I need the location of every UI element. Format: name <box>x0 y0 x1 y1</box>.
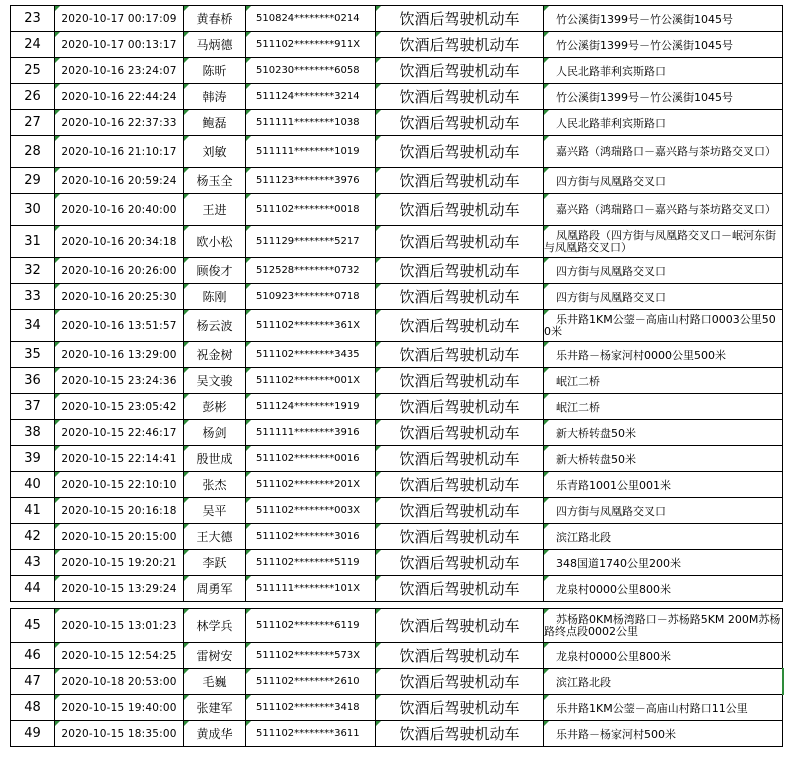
time-cell: 2020-10-15 20:15:00 <box>55 524 184 550</box>
row-number-cell: 25 <box>11 58 55 84</box>
violation-type-cell: 饮酒后驾驶机动车 <box>376 58 544 84</box>
name-cell: 马炳德 <box>184 32 246 58</box>
violation-type-cell: 饮酒后驾驶机动车 <box>376 32 544 58</box>
violation-type-cell: 饮酒后驾驶机动车 <box>376 110 544 136</box>
time-cell: 2020-10-16 13:29:00 <box>55 342 184 368</box>
name-cell: 王进 <box>184 194 246 226</box>
violation-type-cell: 饮酒后驾驶机动车 <box>376 394 544 420</box>
id-number-cell: 511124********1919 <box>246 394 376 420</box>
name-cell: 刘敏 <box>184 136 246 168</box>
location-cell: 乐井路－杨家河村500米 <box>544 721 783 747</box>
time-cell: 2020-10-16 20:25:30 <box>55 284 184 310</box>
table-row <box>11 32 783 58</box>
location-cell: 滨江路北段 <box>544 524 783 550</box>
time-cell: 2020-10-16 20:59:24 <box>55 168 184 194</box>
location-cell: 龙泉村0000公里800米 <box>544 643 783 669</box>
violation-type-cell: 饮酒后驾驶机动车 <box>376 695 544 721</box>
violation-type-cell: 饮酒后驾驶机动车 <box>376 643 544 669</box>
table-row <box>11 472 783 498</box>
violation-type-cell: 饮酒后驾驶机动车 <box>376 472 544 498</box>
table-row <box>11 258 783 284</box>
location-cell: 乐青路1001公里001米 <box>544 472 783 498</box>
table-row <box>11 609 783 643</box>
name-cell: 鲍磊 <box>184 110 246 136</box>
time-cell: 2020-10-15 12:54:25 <box>55 643 184 669</box>
location-cell: 滨江路北段 <box>544 669 783 695</box>
violation-table <box>10 5 784 747</box>
row-number-cell: 40 <box>11 472 55 498</box>
location-cell: 竹公溪街1399号－竹公溪街1045号 <box>544 32 783 58</box>
table-row <box>11 6 783 32</box>
violation-type-cell: 饮酒后驾驶机动车 <box>376 669 544 695</box>
violation-type-cell: 饮酒后驾驶机动车 <box>376 368 544 394</box>
row-number-cell: 42 <box>11 524 55 550</box>
row-number-cell: 47 <box>11 669 55 695</box>
id-number-cell: 511102********3016 <box>246 524 376 550</box>
table-row <box>11 84 783 110</box>
id-number-cell: 511102********3435 <box>246 342 376 368</box>
time-cell: 2020-10-15 19:40:00 <box>55 695 184 721</box>
time-cell: 2020-10-16 13:51:57 <box>55 310 184 342</box>
time-cell: 2020-10-15 18:35:00 <box>55 721 184 747</box>
violation-type-cell: 饮酒后驾驶机动车 <box>376 420 544 446</box>
id-number-cell: 511102********001X <box>246 368 376 394</box>
violation-type-cell: 饮酒后驾驶机动车 <box>376 258 544 284</box>
violation-type-cell: 饮酒后驾驶机动车 <box>376 284 544 310</box>
name-cell: 杨剑 <box>184 420 246 446</box>
table-row <box>11 168 783 194</box>
table-row <box>11 58 783 84</box>
location-cell: 四方街与凤凰路交叉口 <box>544 168 783 194</box>
time-cell: 2020-10-16 23:24:07 <box>55 58 184 84</box>
name-cell: 吴平 <box>184 498 246 524</box>
row-number-cell: 46 <box>11 643 55 669</box>
row-number-cell: 31 <box>11 226 55 258</box>
id-number-cell: 511102********0018 <box>246 194 376 226</box>
name-cell: 张建军 <box>184 695 246 721</box>
name-cell: 李跃 <box>184 550 246 576</box>
location-cell: 新大桥转盘50米 <box>544 420 783 446</box>
table-row <box>11 643 783 669</box>
row-number-cell: 23 <box>11 6 55 32</box>
violation-type-cell: 饮酒后驾驶机动车 <box>376 84 544 110</box>
location-cell: 348国道1740公里200米 <box>544 550 783 576</box>
id-number-cell: 511123********3976 <box>246 168 376 194</box>
violation-type-cell: 饮酒后驾驶机动车 <box>376 342 544 368</box>
time-cell: 2020-10-15 13:29:24 <box>55 576 184 602</box>
table-row <box>11 368 783 394</box>
name-cell: 张杰 <box>184 472 246 498</box>
id-number-cell: 512528********0732 <box>246 258 376 284</box>
violation-type-cell: 饮酒后驾驶机动车 <box>376 609 544 643</box>
row-number-cell: 30 <box>11 194 55 226</box>
name-cell: 吴文骏 <box>184 368 246 394</box>
time-cell: 2020-10-17 00:17:09 <box>55 6 184 32</box>
location-cell: 竹公溪街1399号－竹公溪街1045号 <box>544 6 783 32</box>
name-cell: 祝金树 <box>184 342 246 368</box>
location-cell: 人民北路菲利宾斯路口 <box>544 58 783 84</box>
location-cell: 乐井路－杨家河村0000公里500米 <box>544 342 783 368</box>
id-number-cell: 510923********0718 <box>246 284 376 310</box>
time-cell: 2020-10-15 22:14:41 <box>55 446 184 472</box>
time-cell: 2020-10-15 20:16:18 <box>55 498 184 524</box>
table-row <box>11 550 783 576</box>
location-cell: 四方街与凤凰路交叉口 <box>544 498 783 524</box>
name-cell: 陈刚 <box>184 284 246 310</box>
table-row <box>11 420 783 446</box>
name-cell: 韩涛 <box>184 84 246 110</box>
row-number-cell: 35 <box>11 342 55 368</box>
row-number-cell: 38 <box>11 420 55 446</box>
table-row <box>11 342 783 368</box>
id-number-cell: 510230********6058 <box>246 58 376 84</box>
name-cell: 殷世成 <box>184 446 246 472</box>
id-number-cell: 511102********201X <box>246 472 376 498</box>
row-number-cell: 37 <box>11 394 55 420</box>
row-number-cell: 24 <box>11 32 55 58</box>
location-cell: 岷江二桥 <box>544 368 783 394</box>
location-cell: 苏杨路0KM杨湾路口－苏杨路5KM 200M苏杨路终点段0002公里 <box>544 609 783 643</box>
violation-type-cell: 饮酒后驾驶机动车 <box>376 226 544 258</box>
name-cell: 周勇军 <box>184 576 246 602</box>
time-cell: 2020-10-16 21:10:17 <box>55 136 184 168</box>
id-number-cell: 511102********911X <box>246 32 376 58</box>
name-cell: 王大德 <box>184 524 246 550</box>
table-row <box>11 576 783 602</box>
id-number-cell: 511102********573X <box>246 643 376 669</box>
row-number-cell: 44 <box>11 576 55 602</box>
id-number-cell: 511102********3418 <box>246 695 376 721</box>
table-row <box>11 498 783 524</box>
id-number-cell: 511111********1038 <box>246 110 376 136</box>
time-cell: 2020-10-15 19:20:21 <box>55 550 184 576</box>
time-cell: 2020-10-16 22:37:33 <box>55 110 184 136</box>
violation-type-cell: 饮酒后驾驶机动车 <box>376 194 544 226</box>
table-row <box>11 194 783 226</box>
violation-type-cell: 饮酒后驾驶机动车 <box>376 550 544 576</box>
violation-type-cell: 饮酒后驾驶机动车 <box>376 6 544 32</box>
time-cell: 2020-10-15 13:01:23 <box>55 609 184 643</box>
table-row <box>11 284 783 310</box>
table-row <box>11 394 783 420</box>
row-gap <box>11 602 783 609</box>
id-number-cell: 511124********3214 <box>246 84 376 110</box>
name-cell: 彭彬 <box>184 394 246 420</box>
time-cell: 2020-10-16 22:44:24 <box>55 84 184 110</box>
time-cell: 2020-10-16 20:34:18 <box>55 226 184 258</box>
name-cell: 林学兵 <box>184 609 246 643</box>
name-cell: 毛巍 <box>184 669 246 695</box>
table-row <box>11 446 783 472</box>
table-row <box>11 524 783 550</box>
time-cell: 2020-10-16 20:40:00 <box>55 194 184 226</box>
row-number-cell: 26 <box>11 84 55 110</box>
table-body <box>11 6 783 747</box>
row-number-cell: 43 <box>11 550 55 576</box>
id-number-cell: 511102********0016 <box>246 446 376 472</box>
time-cell: 2020-10-15 22:10:10 <box>55 472 184 498</box>
id-number-cell: 511102********5119 <box>246 550 376 576</box>
name-cell: 黄春桥 <box>184 6 246 32</box>
id-number-cell: 511111********101X <box>246 576 376 602</box>
time-cell: 2020-10-16 20:26:00 <box>55 258 184 284</box>
location-cell: 岷江二桥 <box>544 394 783 420</box>
table-row <box>11 695 783 721</box>
row-number-cell: 27 <box>11 110 55 136</box>
row-number-cell: 36 <box>11 368 55 394</box>
id-number-cell: 511102********6119 <box>246 609 376 643</box>
location-cell: 凤凰路段（四方街与凤凰路交叉口－岷河东街与凤凰路交叉口） <box>544 226 783 258</box>
violation-type-cell: 饮酒后驾驶机动车 <box>376 310 544 342</box>
id-number-cell: 511111********1019 <box>246 136 376 168</box>
id-number-cell: 511102********003X <box>246 498 376 524</box>
name-cell: 雷树安 <box>184 643 246 669</box>
location-cell: 乐井路1KM公蓥－高庙山村路口0003公里500米 <box>544 310 783 342</box>
violation-type-cell: 饮酒后驾驶机动车 <box>376 498 544 524</box>
table-row <box>11 669 783 695</box>
row-number-cell: 32 <box>11 258 55 284</box>
name-cell: 陈昕 <box>184 58 246 84</box>
row-number-cell: 41 <box>11 498 55 524</box>
row-number-cell: 28 <box>11 136 55 168</box>
violation-type-cell: 饮酒后驾驶机动车 <box>376 576 544 602</box>
time-cell: 2020-10-17 00:13:17 <box>55 32 184 58</box>
violation-type-cell: 饮酒后驾驶机动车 <box>376 721 544 747</box>
row-number-cell: 29 <box>11 168 55 194</box>
row-number-cell: 45 <box>11 609 55 643</box>
table-row <box>11 310 783 342</box>
location-cell: 四方街与凤凰路交叉口 <box>544 284 783 310</box>
time-cell: 2020-10-18 20:53:00 <box>55 669 184 695</box>
table-row <box>11 110 783 136</box>
id-number-cell: 510824********0214 <box>246 6 376 32</box>
row-number-cell: 34 <box>11 310 55 342</box>
location-cell: 乐井路1KM公蓥－高庙山村路口11公里 <box>544 695 783 721</box>
id-number-cell: 511102********2610 <box>246 669 376 695</box>
row-number-cell: 48 <box>11 695 55 721</box>
location-cell: 四方街与凤凰路交叉口 <box>544 258 783 284</box>
id-number-cell: 511111********3916 <box>246 420 376 446</box>
name-cell: 欧小松 <box>184 226 246 258</box>
violation-type-cell: 饮酒后驾驶机动车 <box>376 446 544 472</box>
violation-type-cell: 饮酒后驾驶机动车 <box>376 136 544 168</box>
time-cell: 2020-10-15 22:46:17 <box>55 420 184 446</box>
location-cell: 新大桥转盘50米 <box>544 446 783 472</box>
gap-cell <box>11 602 783 609</box>
violation-type-cell: 饮酒后驾驶机动车 <box>376 168 544 194</box>
name-cell: 杨玉全 <box>184 168 246 194</box>
location-cell: 嘉兴路（鸿瑞路口－嘉兴路与茶坊路交叉口） <box>544 194 783 226</box>
id-number-cell: 511129********5217 <box>246 226 376 258</box>
row-number-cell: 39 <box>11 446 55 472</box>
table-row <box>11 721 783 747</box>
name-cell: 顾俊才 <box>184 258 246 284</box>
violation-type-cell: 饮酒后驾驶机动车 <box>376 524 544 550</box>
location-cell: 嘉兴路（鸿瑞路口－嘉兴路与茶坊路交叉口） <box>544 136 783 168</box>
id-number-cell: 511102********361X <box>246 310 376 342</box>
location-cell: 人民北路菲利宾斯路口 <box>544 110 783 136</box>
time-cell: 2020-10-15 23:24:36 <box>55 368 184 394</box>
location-cell: 龙泉村0000公里800米 <box>544 576 783 602</box>
table-row <box>11 226 783 258</box>
name-cell: 杨云波 <box>184 310 246 342</box>
location-cell: 竹公溪街1399号－竹公溪街1045号 <box>544 84 783 110</box>
table-row <box>11 136 783 168</box>
name-cell: 黄成华 <box>184 721 246 747</box>
id-number-cell: 511102********3611 <box>246 721 376 747</box>
row-number-cell: 49 <box>11 721 55 747</box>
time-cell: 2020-10-15 23:05:42 <box>55 394 184 420</box>
row-number-cell: 33 <box>11 284 55 310</box>
